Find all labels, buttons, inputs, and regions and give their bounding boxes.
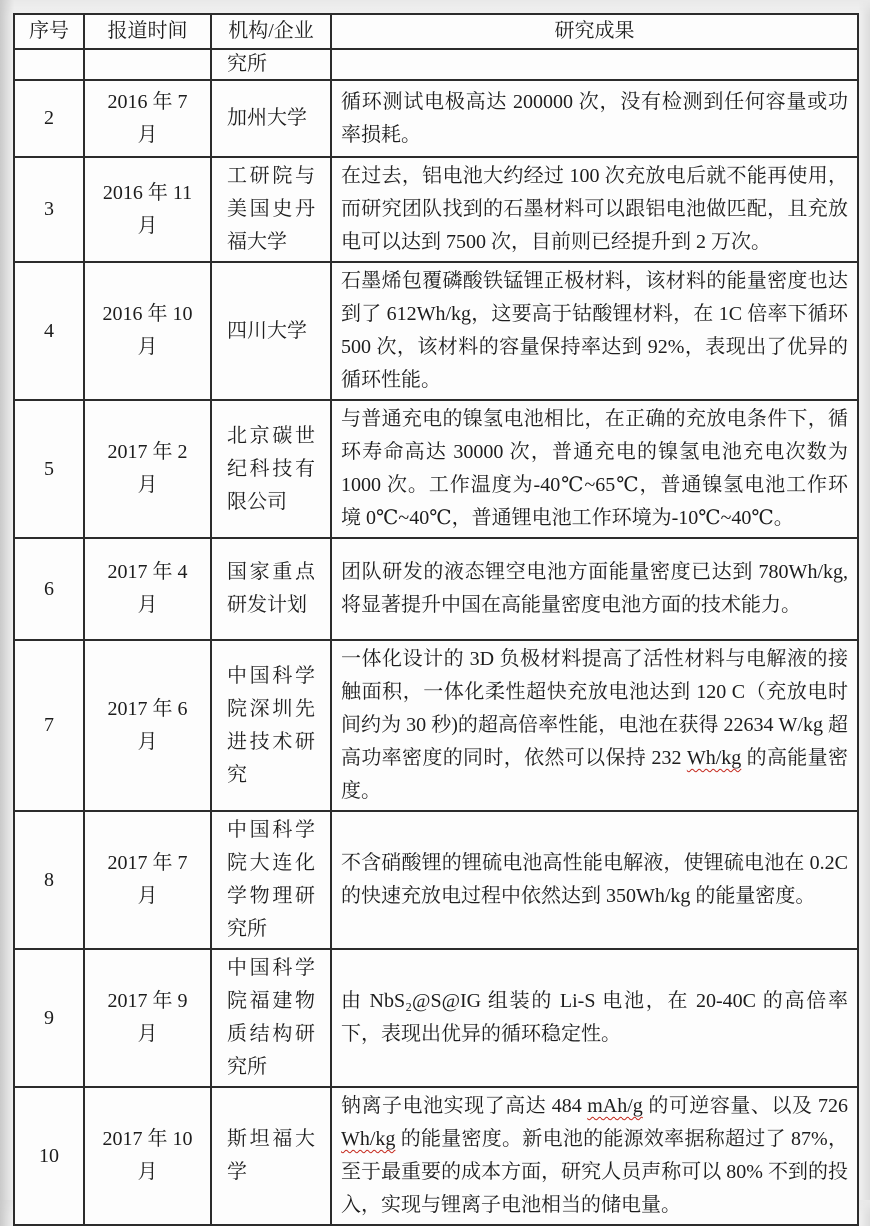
table-row [14,811,858,949]
result-cell: 石墨烯包覆磷酸铁锰锂正极材料，该材料的能量密度也达到了 612Wh/kg，这要高于钴酸锂材料，在 1C 倍率下循环 500 次，该材料的容量保持率达到 92%，表现出了优异的循环性能。 [331,262,858,400]
table-row [14,262,858,400]
table-row [14,949,858,1087]
table-row [14,157,858,262]
institution-cell: 中国科学院大连化学物理研究所 [211,811,331,949]
spellcheck-underline: mAh/g [587,1095,643,1117]
report-date-cell: 2016 年 11 月 [84,157,211,262]
institution-cell: 中国科学院深圳先进技术研究 [211,640,331,811]
column-header-research-result: 研究成果 [331,14,858,49]
result-cell: 一体化设计的 3D 负极材料提高了活性材料与电解液的接触面积，一体化柔性超快充放电池达到 120 C（充放电时间约为 30 秒)的超高倍率性能，电池在获得 22634 W/kg 超高功率密度的同时，依然可以保持 232 Wh/kg 的高能量密度。 [331,640,858,811]
row-index-cell: 3 [14,157,84,262]
institution-cell: 斯坦福大学 [211,1087,331,1225]
research-results-table [13,13,859,1226]
result-cell [331,49,858,80]
row-index-cell: 8 [14,811,84,949]
report-date-cell: 2017 年 2 月 [84,400,211,538]
institution-cell: 国家重点研发计划 [211,538,331,640]
result-cell: 循环测试电极高达 200000 次，没有检测到任何容量或功率损耗。 [331,80,858,157]
institution-cell: 四川大学 [211,262,331,400]
continuation-row [14,49,858,80]
report-date-cell: 2017 年 4 月 [84,538,211,640]
report-date-cell: 2016 年 7 月 [84,80,211,157]
table-row [14,400,858,538]
column-header-index: 序号 [14,14,84,49]
row-index-cell: 2 [14,80,84,157]
report-date-cell: 2017 年 10 月 [84,1087,211,1225]
table-row [14,640,858,811]
institution-cell: 工研院与美国史丹福大学 [211,157,331,262]
table-row [14,80,858,157]
result-cell: 与普通充电的镍氢电池相比，在正确的充放电条件下，循环寿命高达 30000 次，普通充电的镍氢电池充电次数为 1000 次。工作温度为-40℃~65℃，普通镍氢电池工作环境 0℃~40℃，普通锂电池工作环境为-10℃~40℃。 [331,400,858,538]
column-header-institution: 机构/企业 [211,14,331,49]
report-date-cell: 2017 年 7 月 [84,811,211,949]
result-cell: 不含硝酸锂的锂硫电池高性能电解液，使锂硫电池在 0.2C 的快速充放电过程中依然达到 350Wh/kg 的能量密度。 [331,811,858,949]
row-index-cell [14,49,84,80]
report-date-cell: 2016 年 10 月 [84,262,211,400]
row-index-cell: 7 [14,640,84,811]
institution-cell: 中国科学院福建物质结构研究所 [211,949,331,1087]
spellcheck-underline: Wh/kg [686,747,742,769]
row-index-cell: 9 [14,949,84,1087]
row-index-cell: 5 [14,400,84,538]
column-header-report-date: 报道时间 [84,14,211,49]
institution-cell: 加州大学 [211,80,331,157]
report-date-cell [84,49,211,80]
spellcheck-underline: Wh/kg [341,1128,396,1150]
table-row [14,1087,858,1225]
header-row [14,14,858,49]
result-cell: 团队研发的液态锂空电池方面能量密度已达到 780Wh/kg,将显著提升中国在高能量密度电池方面的技术能力。 [331,538,858,640]
institution-cell: 究所 [211,49,331,80]
report-date-cell: 2017 年 9 月 [84,949,211,1087]
result-cell: 在过去，铝电池大约经过 100 次充放电后就不能再使用，而研究团队找到的石墨材料可以跟铝电池做匹配，且充放电可以达到 7500 次，目前则已经提升到 2 万次。 [331,157,858,262]
result-cell: 钠离子电池实现了高达 484 mAh/g 的可逆容量、以及 726 Wh/kg 的能量密度。新电池的能源效率据称超过了 87%，至于最重要的成本方面，研究人员声称可以 80% 不到的投入，实现与锂离子电池相当的储电量。 [331,1087,858,1225]
row-index-cell: 6 [14,538,84,640]
row-index-cell: 10 [14,1087,84,1225]
result-cell: 由 NbS₂@S@IG 组装的 Li-S 电池，在 20-40C 的高倍率下，表现出优异的循环稳定性。 [331,949,858,1087]
institution-cell: 北京碳世纪科技有限公司 [211,400,331,538]
report-date-cell: 2017 年 6 月 [84,640,211,811]
row-index-cell: 4 [14,262,84,400]
table-row [14,538,858,640]
